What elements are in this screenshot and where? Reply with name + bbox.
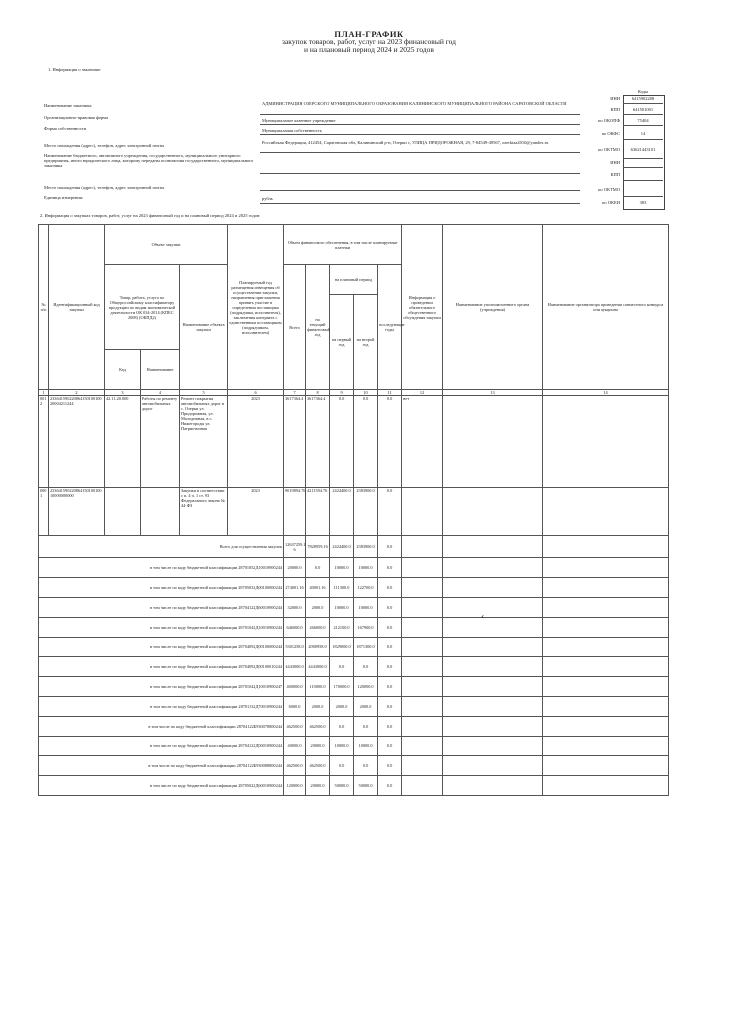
- empty-cell: [543, 617, 669, 637]
- col-org-header: Наименование уполномоченного органа (учреждения): [443, 225, 543, 390]
- row-num: 000 1: [39, 488, 49, 536]
- totals-second: 2383900.0: [354, 536, 378, 558]
- col-number: 11: [378, 390, 402, 396]
- code-label-okfs: по ОКФС: [601, 131, 620, 136]
- col-number: 5: [180, 390, 228, 396]
- kbk-row: [39, 756, 669, 776]
- kbk-second: 10000.0: [354, 558, 378, 578]
- empty-cell: [443, 578, 543, 598]
- col-number: 6: [228, 390, 284, 396]
- col-total-header: Всего: [284, 265, 306, 390]
- empty-cell: [443, 637, 543, 657]
- col-number: 12: [402, 390, 443, 396]
- empty-cell: [543, 657, 669, 677]
- col-number: 2: [49, 390, 105, 396]
- kbk-label: в том числе по коду бюджетной классификации 28705032Д00100000244: [39, 578, 284, 598]
- empty-cell: [543, 756, 669, 776]
- empty-cell: [402, 637, 443, 657]
- kbk-second: 0.0: [354, 716, 378, 736]
- empty-cell: [443, 776, 543, 796]
- row-first: 2424400.0: [330, 488, 354, 536]
- kbk-total: 462500.0: [284, 716, 306, 736]
- col-first-header: на первый год: [330, 295, 354, 390]
- row-year: 2023: [228, 488, 284, 536]
- code-value-okopf: 75404: [637, 118, 649, 123]
- kbk-label: в том числе по коду бюджетной классификации 28701042Д10010900247: [39, 677, 284, 697]
- col-object-header: Объект закупки: [105, 225, 228, 265]
- totals-next: 0.0: [378, 536, 402, 558]
- kbk-second: 167900.0: [354, 617, 378, 637]
- empty-cell: [402, 536, 443, 558]
- row-obj-name: Закупки в соответствии с п. 4 ч. 1 ст. 93 Федерального закона № 44-ФЗ: [180, 488, 228, 536]
- section-1-heading: 1. Информация о заказчике:: [48, 67, 102, 72]
- kbk-first: 0.0: [330, 716, 354, 736]
- totals-row: [39, 536, 669, 558]
- row-year: 2023: [228, 396, 284, 488]
- empty-cell: [402, 776, 443, 796]
- row-current: 4211594.76: [306, 488, 330, 536]
- totals-first: 2424400.0: [330, 536, 354, 558]
- org-form-label: Организационно-правовая форма: [44, 115, 108, 120]
- row-org: [443, 396, 543, 488]
- kbk-second: 1871300.0: [354, 637, 378, 657]
- col-finance-header: Объем финансового обеспечения, в том числе планируемые платежи: [284, 225, 402, 265]
- kbk-first: 50000.0: [330, 776, 354, 796]
- empty-cell: [402, 716, 443, 736]
- empty-cell: [402, 756, 443, 776]
- empty-cell: [402, 657, 443, 677]
- col-obj-name-header: Наименование объекта закупки: [180, 265, 228, 390]
- empty-cell: [443, 657, 543, 677]
- kbk-current: 40001.16: [306, 578, 330, 598]
- kbk-row: [39, 776, 669, 796]
- kbk-second: 2000.0: [354, 696, 378, 716]
- customer-name-value: АДМИНИСТРАЦИЯ ОЗЕРСКОГО МУНИЦИПАЛЬНОГО ОБРАЗОВАНИЯ КАЛИНИНСКОГО МУНИЦИПАЛЬНОГО РАЙОНА САРАТОВСКОЙ ОБЛАСТИ: [262, 101, 567, 106]
- row-total: 3617364.4: [284, 396, 306, 488]
- kbk-rows: [39, 558, 669, 796]
- kbk-next: 0.0: [378, 736, 402, 756]
- scan-mark: ‹: [481, 612, 485, 621]
- ownership-label: Форма собственности: [44, 126, 87, 131]
- code-label-kpp: КПП: [610, 107, 620, 112]
- col-ikz-header: Идентификационный код закупки: [49, 225, 105, 390]
- budget-org-label: Наименование бюджетного, автономного учреждения, государственного, муниципального унитарного предприятия, иного юридического лица, которому переданы полномочия государственного, муниципального заказчика: [44, 153, 254, 168]
- empty-cell: [402, 597, 443, 617]
- empty-cell: [543, 736, 669, 756]
- empty-cell: [443, 536, 543, 558]
- col-number: 9: [330, 390, 354, 396]
- section-2-heading: 2. Информация о закупках товаров, работ, услуг на 2023 финансовый год и на плановый период 2024 и 2025 годов:: [40, 213, 261, 218]
- col-code-header: Код: [105, 350, 141, 390]
- code-label-inn: ИНН: [610, 96, 620, 101]
- kbk-row: [39, 558, 669, 578]
- col-number: 8: [306, 390, 330, 396]
- code-label-kpp-2: КПП: [610, 172, 620, 177]
- empty-cell: [402, 677, 443, 697]
- kbk-row: [39, 736, 669, 756]
- row-info: [402, 488, 443, 536]
- kbk-row: [39, 716, 669, 736]
- row-current: 3617364.4: [306, 396, 330, 488]
- kbk-label: в том числе по коду бюджетной классификации 28705022Д60010900244: [39, 776, 284, 796]
- code-label-inn-2: ИНН: [610, 160, 620, 165]
- kbk-row: [39, 657, 669, 677]
- kbk-next: 0.0: [378, 716, 402, 736]
- kbk-second: 122700.0: [354, 578, 378, 598]
- col-number: 4: [141, 390, 180, 396]
- totals-current: 7828959.16: [306, 536, 330, 558]
- kbk-label: в том числе по коду бюджетной классификации 28704092Д00100010244: [39, 657, 284, 677]
- kbk-first: 10000.0: [330, 736, 354, 756]
- kbk-first: 0.0: [330, 756, 354, 776]
- code-label-oktmo: по ОКТМО: [598, 147, 620, 152]
- document-subtitle-2: и на плановый период 2024 и 2025 годов: [304, 45, 434, 54]
- kbk-row: [39, 696, 669, 716]
- kbk-total: 274001.16: [284, 578, 306, 598]
- kbk-next: 0.0: [378, 756, 402, 776]
- kbk-first: 170000.0: [330, 677, 354, 697]
- procurement-table: [38, 224, 669, 796]
- col-info-header: Информация о проведении обязательного общественного обсуждения закупки: [402, 225, 443, 390]
- kbk-total: 646000.0: [284, 617, 306, 637]
- col-next-header: последующие годы: [378, 265, 402, 390]
- col-second-header: на второй год: [354, 295, 378, 390]
- empty-cell: [443, 597, 543, 617]
- totals-total: 12637259.1 6: [284, 536, 306, 558]
- kbk-row: [39, 637, 669, 657]
- row-joint: [543, 396, 669, 488]
- kbk-row: [39, 677, 669, 697]
- kbk-next: 0.0: [378, 558, 402, 578]
- code-label-okei: по ОКЕИ: [601, 200, 620, 205]
- kbk-current: 462500.0: [306, 716, 330, 736]
- kbk-first: 1829000.0: [330, 637, 354, 657]
- empty-cell: [402, 736, 443, 756]
- kbk-total: 400000.0: [284, 677, 306, 697]
- kbk-second: 10000.0: [354, 597, 378, 617]
- kbk-total: 4443000.0: [284, 657, 306, 677]
- kbk-current: 2000.0: [306, 597, 330, 617]
- empty-cell: [443, 696, 543, 716]
- kbk-first: 111300.0: [330, 578, 354, 598]
- kbk-label: в том числе по коду бюджетной классификации 28704122Д60010900244: [39, 597, 284, 617]
- row-second: 0.0: [354, 396, 378, 488]
- col-current-header: на текущий финансовый год: [306, 265, 330, 390]
- kbk-label: в том числе по коду бюджетной классификации 28704122Б930088800244: [39, 756, 284, 776]
- kbk-first: 0.0: [330, 657, 354, 677]
- row-ikz: 233641590220864150100100 10000000000: [49, 488, 105, 536]
- kbk-current: 2000958.0: [306, 637, 330, 657]
- unit-value: рубль: [262, 196, 273, 201]
- kbk-total: 120000.0: [284, 776, 306, 796]
- kbk-row: [39, 617, 669, 637]
- empty-cell: [543, 536, 669, 558]
- row-okpd-name: Работы по ремонту автомобильных дорог: [141, 396, 180, 488]
- unit-label: Единица измерения:: [44, 195, 84, 200]
- kbk-current: 0.0: [306, 558, 330, 578]
- kbk-current: 20000.0: [306, 776, 330, 796]
- kbk-total: 5301258.0: [284, 637, 306, 657]
- empty-cell: [543, 677, 669, 697]
- code-value-oktmo: 63621443101: [630, 147, 656, 152]
- codes-header: Коды: [637, 89, 649, 94]
- code-value-okfs: 14: [640, 131, 646, 136]
- budget-address-label: Место нахождения (адрес), телефон, адрес электронной почты: [44, 185, 165, 190]
- row-next: 0.0: [378, 396, 402, 488]
- row-second: 2383900.0: [354, 488, 378, 536]
- table-row: [39, 488, 669, 536]
- row-joint: [543, 488, 669, 536]
- empty-cell: [402, 696, 443, 716]
- code-label-oktmo-2: по ОКТМО: [598, 187, 620, 192]
- col-number: 10: [354, 390, 378, 396]
- empty-cell: [443, 677, 543, 697]
- kbk-first: 2000.0: [330, 696, 354, 716]
- empty-cell: [443, 716, 543, 736]
- col-number: 14: [543, 390, 669, 396]
- kbk-current: 266000.0: [306, 617, 330, 637]
- empty-cell: [402, 558, 443, 578]
- kbk-current: 462500.0: [306, 756, 330, 776]
- org-form-value: Муниципальное казенное учреждение: [262, 118, 336, 123]
- col-planned-header: на плановый период: [330, 265, 378, 295]
- kbk-next: 0.0: [378, 776, 402, 796]
- col-year-header: Планируемый год размещения извещения об осуществлении закупки, направления приглашения принять участие в определении поставщика (подрядчика, исполнителя), заключения контракта с единственным поставщиком (подрядчиком, исполнителем): [228, 225, 284, 390]
- row-first: 0.0: [330, 396, 354, 488]
- code-label-okopf: по ОКОПФ: [598, 118, 620, 123]
- kbk-first: 10000.0: [330, 558, 354, 578]
- code-value-inn: 6415902208: [631, 96, 655, 101]
- row-code: [105, 488, 141, 536]
- col-number: 13: [443, 390, 543, 396]
- kbk-next: 0.0: [378, 677, 402, 697]
- kbk-label: в том числе по коду бюджетной классификации 28701132Д70010900244: [39, 696, 284, 716]
- row-org: [443, 488, 543, 536]
- kbk-total: 32000.0: [284, 597, 306, 617]
- code-value-okei: 383: [639, 200, 647, 205]
- row-ikz: 233641590220864150100100 20004211244: [49, 396, 105, 488]
- kbk-first: 212100.0: [330, 617, 354, 637]
- kbk-row: [39, 597, 669, 617]
- kbk-second: 50000.0: [354, 776, 378, 796]
- empty-cell: [443, 558, 543, 578]
- kbk-next: 0.0: [378, 696, 402, 716]
- row-okpd-name: [141, 488, 180, 536]
- document-title-block: [0, 30, 738, 54]
- address-value: Российская Федерация, 412454, Саратовская обл, Калининский р-н, Озерки с, УЛИЦА ПРИДОРОЖНАЯ, 29, 7-84549-49567, ozerkiaa2010@yandex.ru: [262, 140, 549, 145]
- kbk-total: 20000.0: [284, 558, 306, 578]
- empty-cell: [402, 578, 443, 598]
- ownership-value: Муниципальная собственность: [262, 128, 322, 133]
- kbk-total: 6000.0: [284, 696, 306, 716]
- row-total: 9019894.76: [284, 488, 306, 536]
- kbk-label: в том числе по коду бюджетной классификации 28701042Д10010900244: [39, 617, 284, 637]
- kbk-current: 4443000.0: [306, 657, 330, 677]
- address-label: Место нахождения (адрес), телефон, адрес электронной почты: [44, 143, 165, 148]
- kbk-second: 0.0: [354, 657, 378, 677]
- totals-label: Всего для осуществления закупок: [39, 536, 284, 558]
- kbk-next: 0.0: [378, 597, 402, 617]
- kbk-label: в том числе по коду бюджетной классификации 28704122Б930078800244: [39, 716, 284, 736]
- empty-cell: [543, 597, 669, 617]
- kbk-first: 10000.0: [330, 597, 354, 617]
- kbk-current: 110000.0: [306, 677, 330, 697]
- empty-cell: [543, 558, 669, 578]
- document-subtitle-1: закупок товаров, работ, услуг на 2023 финансовый год: [282, 37, 456, 46]
- empty-cell: [443, 756, 543, 776]
- empty-cell: [443, 617, 543, 637]
- kbk-label: в том числе по коду бюджетной классификации 28701052Д10010900244: [39, 558, 284, 578]
- col-okpd-header: Товар, работа, услуга по Общероссийскому классификатору продукции по видам экономической деятельности ОК 034-2014 (КПЕС 2008) (ОКПД2): [105, 265, 180, 350]
- empty-cell: [543, 578, 669, 598]
- empty-cell: [402, 617, 443, 637]
- col-num-header: № п/п: [39, 225, 49, 390]
- kbk-second: 120000.0: [354, 677, 378, 697]
- kbk-second: 0.0: [354, 756, 378, 776]
- kbk-current: 20000.0: [306, 736, 330, 756]
- kbk-next: 0.0: [378, 657, 402, 677]
- kbk-second: 10000.0: [354, 736, 378, 756]
- empty-cell: [443, 736, 543, 756]
- col-number: 7: [284, 390, 306, 396]
- kbk-next: 0.0: [378, 617, 402, 637]
- kbk-total: 462500.0: [284, 756, 306, 776]
- empty-cell: [543, 637, 669, 657]
- row-info: нет: [402, 396, 443, 488]
- row-code: 42.11.20.000: [105, 396, 141, 488]
- kbk-row: [39, 578, 669, 598]
- empty-cell: [543, 716, 669, 736]
- table-row: [39, 396, 669, 488]
- kbk-label: в том числе по коду бюджетной классификации 28704122Д00010900244: [39, 736, 284, 756]
- kbk-next: 0.0: [378, 637, 402, 657]
- col-number: 1: [39, 390, 49, 396]
- customer-name-label: Наименование заказчика: [44, 103, 92, 108]
- kbk-current: 2000.0: [306, 696, 330, 716]
- row-num: 001 2: [39, 396, 49, 488]
- kbk-total: 40000.0: [284, 736, 306, 756]
- row-obj-name: Ремонт покрытия автомобильных дорог в с. Озерки ул. Придорожная, ул. Молодежная, в с. Нижегороды ул. Патриотичная: [180, 396, 228, 488]
- col-okpd-name-header: Наименование: [141, 350, 180, 390]
- empty-cell: [543, 776, 669, 796]
- document-title: ПЛАН-ГРАФИК: [334, 29, 404, 39]
- row-next: 0.0: [378, 488, 402, 536]
- col-joint-header: Наименование организатора проведения совместного конкурса или аукциона: [543, 225, 669, 390]
- code-value-kpp: 641501001: [632, 107, 654, 112]
- kbk-label: в том числе по коду бюджетной классификации 28704092Д00100000244: [39, 637, 284, 657]
- empty-cell: [543, 696, 669, 716]
- codes-box: [623, 95, 665, 210]
- kbk-next: 0.0: [378, 578, 402, 598]
- col-number: 3: [105, 390, 141, 396]
